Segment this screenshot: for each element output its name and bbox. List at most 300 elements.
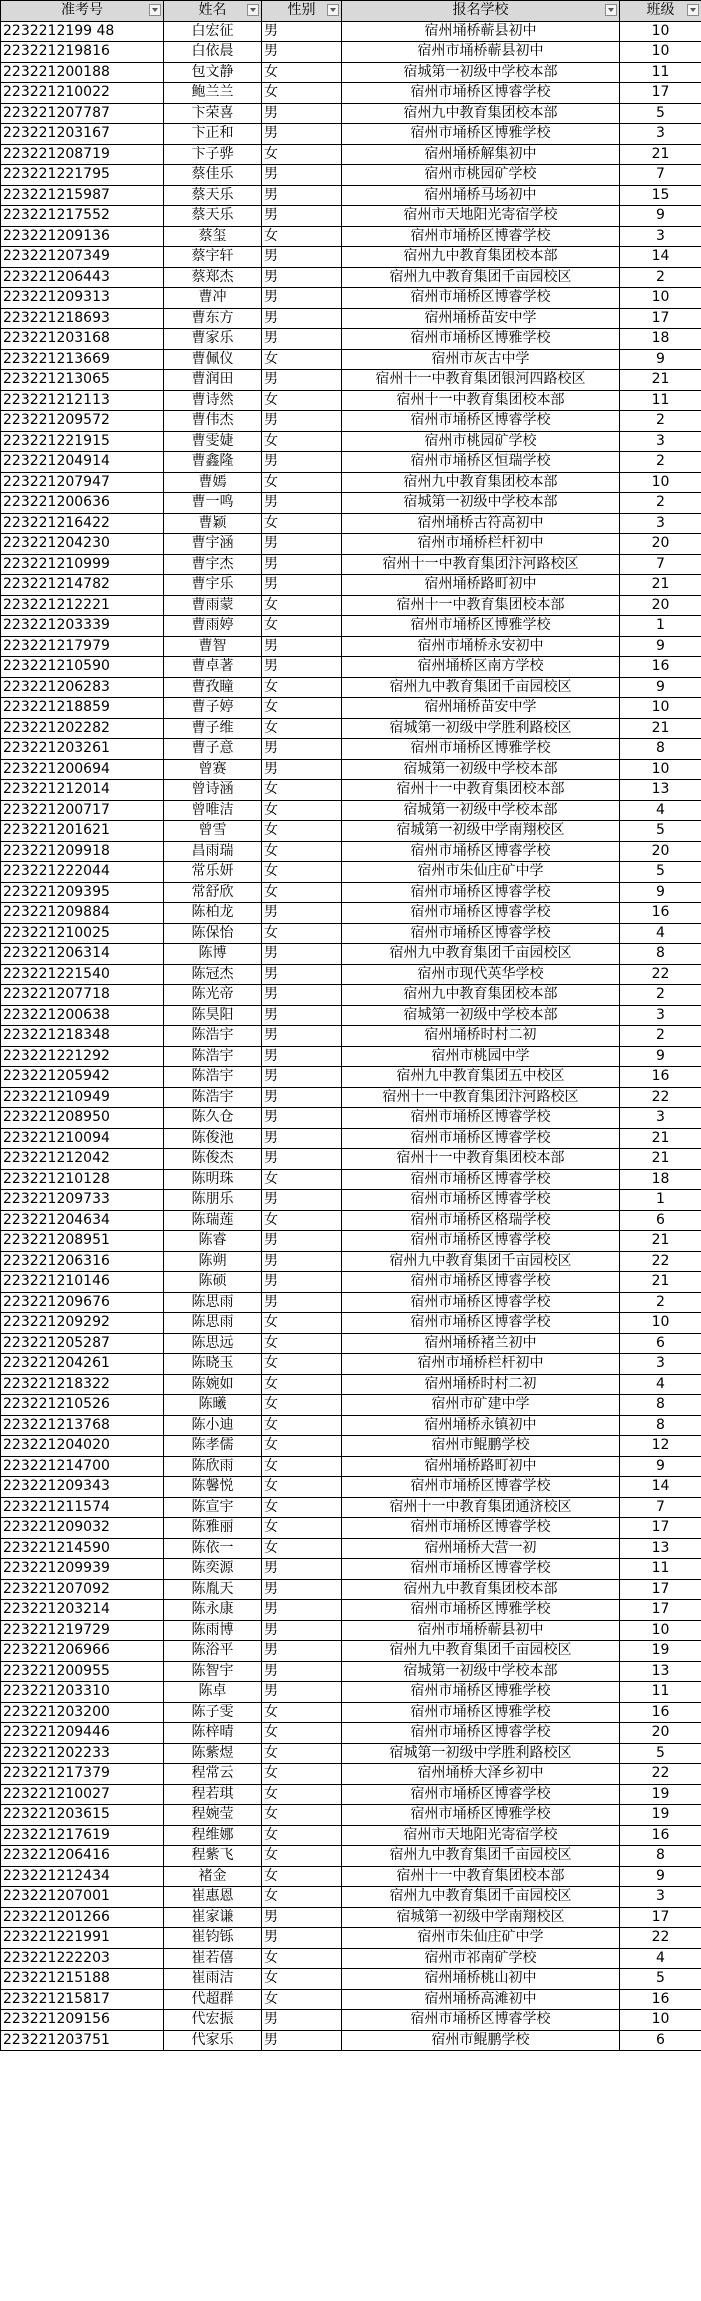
class-cell[interactable]: 5: [620, 1969, 701, 1990]
gender-cell[interactable]: 女: [262, 698, 342, 719]
exam-id-cell[interactable]: 223221218322: [1, 1374, 164, 1395]
exam-id-cell[interactable]: 223221204020: [1, 1436, 164, 1457]
class-cell[interactable]: 20: [620, 1723, 701, 1744]
exam-id-cell[interactable]: 223221200638: [1, 1005, 164, 1026]
exam-id-cell[interactable]: 223221221915: [1, 431, 164, 452]
school-cell[interactable]: 宿州市埇桥区博睿学校: [342, 1518, 620, 1539]
name-cell[interactable]: 卞子骅: [164, 144, 262, 165]
exam-id-cell[interactable]: 223221210094: [1, 1128, 164, 1149]
gender-cell[interactable]: 女: [262, 1169, 342, 1190]
exam-id-cell[interactable]: 223221215817: [1, 1989, 164, 2010]
name-cell[interactable]: 代家乐: [164, 2030, 262, 2051]
school-cell[interactable]: 宿州市鲲鹏学校: [342, 2030, 620, 2051]
school-cell[interactable]: 宿州市埇桥区博雅学校: [342, 1702, 620, 1723]
school-cell[interactable]: 宿州市桃园矿学校: [342, 431, 620, 452]
name-cell[interactable]: 陈昊阳: [164, 1005, 262, 1026]
gender-cell[interactable]: 女: [262, 1210, 342, 1231]
class-cell[interactable]: 21: [620, 370, 701, 391]
exam-id-cell[interactable]: 223221222203: [1, 1948, 164, 1969]
gender-cell[interactable]: 男: [262, 1251, 342, 1272]
exam-id-cell[interactable]: 223221221292: [1, 1046, 164, 1067]
school-cell[interactable]: 宿州十一中教育集团校本部: [342, 1149, 620, 1170]
exam-id-cell[interactable]: 223221206416: [1, 1846, 164, 1867]
gender-cell[interactable]: 女: [262, 431, 342, 452]
gender-cell[interactable]: 女: [262, 1784, 342, 1805]
name-cell[interactable]: 陈俊池: [164, 1128, 262, 1149]
exam-id-cell[interactable]: 223221203310: [1, 1682, 164, 1703]
class-cell[interactable]: 22: [620, 964, 701, 985]
gender-cell[interactable]: 女: [262, 1948, 342, 1969]
gender-cell[interactable]: 女: [262, 226, 342, 247]
school-cell[interactable]: 宿州埇桥时村二初: [342, 1374, 620, 1395]
exam-id-cell[interactable]: 223221222044: [1, 862, 164, 883]
school-cell[interactable]: 宿州市桃园中学: [342, 1046, 620, 1067]
class-cell[interactable]: 2: [620, 267, 701, 288]
exam-id-cell[interactable]: 223221204914: [1, 452, 164, 473]
exam-id-cell[interactable]: 223221210526: [1, 1395, 164, 1416]
school-cell[interactable]: 宿州埇桥路町初中: [342, 575, 620, 596]
exam-id-cell[interactable]: 223221207947: [1, 472, 164, 493]
class-cell[interactable]: 20: [620, 841, 701, 862]
gender-cell[interactable]: 女: [262, 1846, 342, 1867]
gender-cell[interactable]: 男: [262, 944, 342, 965]
class-cell[interactable]: 21: [620, 718, 701, 739]
school-cell[interactable]: 宿城第一初级中学胜利路校区: [342, 1743, 620, 1764]
class-cell[interactable]: 17: [620, 1579, 701, 1600]
name-cell[interactable]: 陈硕: [164, 1272, 262, 1293]
class-cell[interactable]: 10: [620, 698, 701, 719]
class-cell[interactable]: 22: [620, 1251, 701, 1272]
class-cell[interactable]: 14: [620, 247, 701, 268]
gender-cell[interactable]: 男: [262, 42, 342, 63]
exam-id-cell[interactable]: 223221212221: [1, 595, 164, 616]
school-cell[interactable]: 宿城第一初级中学南翔校区: [342, 821, 620, 842]
gender-cell[interactable]: 男: [262, 1190, 342, 1211]
gender-cell[interactable]: 男: [262, 1108, 342, 1129]
class-cell[interactable]: 3: [620, 431, 701, 452]
exam-id-cell[interactable]: 223221216422: [1, 513, 164, 534]
exam-id-cell[interactable]: 223221207718: [1, 985, 164, 1006]
school-cell[interactable]: 宿州市埇桥区博睿学校: [342, 1559, 620, 1580]
name-cell[interactable]: 陈智宇: [164, 1661, 262, 1682]
name-cell[interactable]: 陈冠杰: [164, 964, 262, 985]
exam-id-cell[interactable]: 223221206316: [1, 1251, 164, 1272]
school-cell[interactable]: 宿州埇桥苗安中学: [342, 698, 620, 719]
class-cell[interactable]: 16: [620, 1702, 701, 1723]
school-cell[interactable]: 宿州市矿建中学: [342, 1395, 620, 1416]
exam-id-cell[interactable]: 223221210025: [1, 923, 164, 944]
class-cell[interactable]: 3: [620, 1887, 701, 1908]
class-cell[interactable]: 10: [620, 472, 701, 493]
name-cell[interactable]: 陈胤天: [164, 1579, 262, 1600]
school-cell[interactable]: 宿州十一中教育集团银河四路校区: [342, 370, 620, 391]
school-cell[interactable]: 宿州九中教育集团千亩园校区: [342, 1887, 620, 1908]
exam-id-cell[interactable]: 223221203261: [1, 739, 164, 760]
class-cell[interactable]: 11: [620, 390, 701, 411]
gender-cell[interactable]: 男: [262, 103, 342, 124]
gender-cell[interactable]: 女: [262, 1477, 342, 1498]
exam-id-cell[interactable]: 223221217619: [1, 1825, 164, 1846]
exam-id-cell[interactable]: 223221215188: [1, 1969, 164, 1990]
class-cell[interactable]: 22: [620, 1928, 701, 1949]
gender-cell[interactable]: 女: [262, 882, 342, 903]
gender-cell[interactable]: 男: [262, 2030, 342, 2051]
gender-cell[interactable]: 女: [262, 1395, 342, 1416]
school-cell[interactable]: 宿州埇桥马场初中: [342, 185, 620, 206]
school-cell[interactable]: 宿城第一初级中学校本部: [342, 493, 620, 514]
class-cell[interactable]: 9: [620, 677, 701, 698]
name-cell[interactable]: 曾雪: [164, 821, 262, 842]
name-cell[interactable]: 曾赛: [164, 759, 262, 780]
gender-cell[interactable]: 男: [262, 370, 342, 391]
filter-dropdown-icon[interactable]: [327, 4, 339, 16]
exam-id-cell[interactable]: 223221209156: [1, 2010, 164, 2031]
exam-id-cell[interactable]: 223221200694: [1, 759, 164, 780]
name-cell[interactable]: 曾诗涵: [164, 780, 262, 801]
school-cell[interactable]: 宿州九中教育集团校本部: [342, 985, 620, 1006]
school-cell[interactable]: 宿州十一中教育集团汴河路校区: [342, 554, 620, 575]
name-cell[interactable]: 陈瑞莲: [164, 1210, 262, 1231]
name-cell[interactable]: 曹子婷: [164, 698, 262, 719]
class-cell[interactable]: 3: [620, 124, 701, 145]
exam-id-cell[interactable]: 223221221991: [1, 1928, 164, 1949]
name-cell[interactable]: 陈馨悦: [164, 1477, 262, 1498]
school-cell[interactable]: 宿州市埇桥永安初中: [342, 636, 620, 657]
exam-id-cell[interactable]: 223221201621: [1, 821, 164, 842]
exam-id-cell[interactable]: 223221207349: [1, 247, 164, 268]
gender-cell[interactable]: 女: [262, 1723, 342, 1744]
exam-id-cell[interactable]: 223221207092: [1, 1579, 164, 1600]
class-cell[interactable]: 6: [620, 1210, 701, 1231]
exam-id-cell[interactable]: 223221218859: [1, 698, 164, 719]
school-cell[interactable]: 宿州十一中教育集团汴河路校区: [342, 1087, 620, 1108]
exam-id-cell[interactable]: 223221214782: [1, 575, 164, 596]
name-cell[interactable]: 曹宇涵: [164, 534, 262, 555]
name-cell[interactable]: 蔡佳乐: [164, 165, 262, 186]
school-cell[interactable]: 宿州市埇桥区博睿学校: [342, 1169, 620, 1190]
gender-cell[interactable]: 男: [262, 1559, 342, 1580]
gender-cell[interactable]: 男: [262, 2010, 342, 2031]
name-cell[interactable]: 陈浩宇: [164, 1026, 262, 1047]
school-cell[interactable]: 宿州市天地阳光寄宿学校: [342, 206, 620, 227]
gender-cell[interactable]: 女: [262, 1354, 342, 1375]
exam-id-cell[interactable]: 223221212434: [1, 1866, 164, 1887]
school-cell[interactable]: 宿州十一中教育集团校本部: [342, 1866, 620, 1887]
name-cell[interactable]: 曹佩仪: [164, 349, 262, 370]
class-cell[interactable]: 5: [620, 862, 701, 883]
gender-cell[interactable]: 男: [262, 903, 342, 924]
school-cell[interactable]: 宿州九中教育集团校本部: [342, 103, 620, 124]
gender-cell[interactable]: 女: [262, 616, 342, 637]
school-cell[interactable]: 宿州市鲲鹏学校: [342, 1436, 620, 1457]
exam-id-cell[interactable]: 223221209884: [1, 903, 164, 924]
school-cell[interactable]: 宿州埇桥路町初中: [342, 1456, 620, 1477]
school-cell[interactable]: 宿州市祁南矿学校: [342, 1948, 620, 1969]
school-cell[interactable]: 宿州市埇桥区格瑞学校: [342, 1210, 620, 1231]
class-cell[interactable]: 21: [620, 1272, 701, 1293]
class-cell[interactable]: 21: [620, 144, 701, 165]
gender-cell[interactable]: 男: [262, 1907, 342, 1928]
school-cell[interactable]: 宿城第一初级中学南翔校区: [342, 1907, 620, 1928]
exam-id-cell[interactable]: 223221209733: [1, 1190, 164, 1211]
school-cell[interactable]: 宿州九中教育集团千亩园校区: [342, 1251, 620, 1272]
gender-cell[interactable]: 男: [262, 493, 342, 514]
school-cell[interactable]: 宿州九中教育集团千亩园校区: [342, 267, 620, 288]
exam-id-cell[interactable]: 223221203615: [1, 1805, 164, 1826]
class-cell[interactable]: 16: [620, 903, 701, 924]
gender-cell[interactable]: 男: [262, 1026, 342, 1047]
name-cell[interactable]: 陈卓: [164, 1682, 262, 1703]
exam-id-cell[interactable]: 223221210999: [1, 554, 164, 575]
name-cell[interactable]: 陈博: [164, 944, 262, 965]
class-cell[interactable]: 6: [620, 2030, 701, 2051]
name-cell[interactable]: 陈朋乐: [164, 1190, 262, 1211]
gender-cell[interactable]: 女: [262, 718, 342, 739]
name-cell[interactable]: 曹雨婷: [164, 616, 262, 637]
exam-id-cell[interactable]: 223221204261: [1, 1354, 164, 1375]
exam-id-cell[interactable]: 223221214590: [1, 1538, 164, 1559]
class-cell[interactable]: 16: [620, 1825, 701, 1846]
gender-cell[interactable]: 男: [262, 1661, 342, 1682]
class-cell[interactable]: 16: [620, 657, 701, 678]
exam-id-cell[interactable]: 223221209343: [1, 1477, 164, 1498]
school-cell[interactable]: 宿州市埇桥栏杆初中: [342, 534, 620, 555]
class-cell[interactable]: 6: [620, 1333, 701, 1354]
class-cell[interactable]: 20: [620, 595, 701, 616]
gender-cell[interactable]: 男: [262, 554, 342, 575]
gender-cell[interactable]: 女: [262, 800, 342, 821]
name-cell[interactable]: 陈浩宇: [164, 1067, 262, 1088]
gender-cell[interactable]: 女: [262, 1825, 342, 1846]
school-cell[interactable]: 宿州市朱仙庄矿中学: [342, 1928, 620, 1949]
exam-id-cell[interactable]: 223221205942: [1, 1067, 164, 1088]
name-cell[interactable]: 曹雨蒙: [164, 595, 262, 616]
exam-id-cell[interactable]: 223221213768: [1, 1415, 164, 1436]
class-cell[interactable]: 2: [620, 411, 701, 432]
exam-id-cell[interactable]: 223221217379: [1, 1764, 164, 1785]
class-cell[interactable]: 21: [620, 575, 701, 596]
school-cell[interactable]: 宿州市埇桥区博睿学校: [342, 1128, 620, 1149]
gender-cell[interactable]: 女: [262, 841, 342, 862]
gender-cell[interactable]: 男: [262, 1292, 342, 1313]
gender-cell[interactable]: 女: [262, 83, 342, 104]
exam-id-cell[interactable]: 223221209136: [1, 226, 164, 247]
gender-cell[interactable]: 男: [262, 1600, 342, 1621]
gender-cell[interactable]: 男: [262, 124, 342, 145]
gender-cell[interactable]: 男: [262, 636, 342, 657]
name-cell[interactable]: 崔若僖: [164, 1948, 262, 1969]
name-cell[interactable]: 程紫飞: [164, 1846, 262, 1867]
school-cell[interactable]: 宿州九中教育集团千亩园校区: [342, 677, 620, 698]
exam-id-cell[interactable]: 223221213669: [1, 349, 164, 370]
class-cell[interactable]: 10: [620, 288, 701, 309]
name-cell[interactable]: 崔雨洁: [164, 1969, 262, 1990]
school-cell[interactable]: 宿州市埇桥区恒瑞学校: [342, 452, 620, 473]
exam-id-cell[interactable]: 223221206314: [1, 944, 164, 965]
gender-cell[interactable]: 女: [262, 1887, 342, 1908]
gender-cell[interactable]: 女: [262, 349, 342, 370]
name-cell[interactable]: 蔡宇轩: [164, 247, 262, 268]
school-cell[interactable]: 宿州十一中教育集团校本部: [342, 780, 620, 801]
school-cell[interactable]: 宿州十一中教育集团校本部: [342, 595, 620, 616]
class-cell[interactable]: 16: [620, 1067, 701, 1088]
name-cell[interactable]: 陈雨博: [164, 1620, 262, 1641]
school-cell[interactable]: 宿州市天地阳光寄宿学校: [342, 1825, 620, 1846]
exam-id-cell[interactable]: 223221218693: [1, 308, 164, 329]
class-cell[interactable]: 2: [620, 493, 701, 514]
name-cell[interactable]: 卞正和: [164, 124, 262, 145]
school-cell[interactable]: 宿州十一中教育集团校本部: [342, 390, 620, 411]
school-cell[interactable]: 宿州市埇桥区博雅学校: [342, 616, 620, 637]
gender-cell[interactable]: 男: [262, 1928, 342, 1949]
name-cell[interactable]: 代宏振: [164, 2010, 262, 2031]
gender-cell[interactable]: 女: [262, 1538, 342, 1559]
name-cell[interactable]: 曹孜瞳: [164, 677, 262, 698]
name-cell[interactable]: 陈子雯: [164, 1702, 262, 1723]
name-cell[interactable]: 曹雯婕: [164, 431, 262, 452]
exam-id-cell[interactable]: 223221219816: [1, 42, 164, 63]
class-cell[interactable]: 18: [620, 329, 701, 350]
exam-id-cell[interactable]: 223221212042: [1, 1149, 164, 1170]
name-cell[interactable]: 程若琪: [164, 1784, 262, 1805]
gender-cell[interactable]: 女: [262, 1333, 342, 1354]
exam-id-cell[interactable]: 223221218348: [1, 1026, 164, 1047]
school-cell[interactable]: 宿州九中教育集团千亩园校区: [342, 944, 620, 965]
name-cell[interactable]: 曹东方: [164, 308, 262, 329]
exam-id-cell[interactable]: 223221203168: [1, 329, 164, 350]
name-cell[interactable]: 陈婉如: [164, 1374, 262, 1395]
name-cell[interactable]: 陈思雨: [164, 1292, 262, 1313]
name-cell[interactable]: 蔡天乐: [164, 185, 262, 206]
exam-id-cell[interactable]: 223221203167: [1, 124, 164, 145]
class-cell[interactable]: 21: [620, 1149, 701, 1170]
gender-cell[interactable]: 女: [262, 862, 342, 883]
gender-cell[interactable]: 女: [262, 1415, 342, 1436]
class-cell[interactable]: 2: [620, 1292, 701, 1313]
exam-id-cell[interactable]: 223221209572: [1, 411, 164, 432]
gender-cell[interactable]: 女: [262, 390, 342, 411]
class-cell[interactable]: 10: [620, 1313, 701, 1334]
class-cell[interactable]: 9: [620, 206, 701, 227]
exam-id-cell[interactable]: 223221217552: [1, 206, 164, 227]
name-cell[interactable]: 曹伟杰: [164, 411, 262, 432]
school-cell[interactable]: 宿州埇桥苗安中学: [342, 308, 620, 329]
class-cell[interactable]: 9: [620, 1456, 701, 1477]
class-cell[interactable]: 10: [620, 42, 701, 63]
class-cell[interactable]: 10: [620, 759, 701, 780]
school-cell[interactable]: 宿城第一初级中学校本部: [342, 1661, 620, 1682]
name-cell[interactable]: 陈思雨: [164, 1313, 262, 1334]
school-cell[interactable]: 宿州市埇桥区博睿学校: [342, 1477, 620, 1498]
school-cell[interactable]: 宿州埇桥时村二初: [342, 1026, 620, 1047]
school-cell[interactable]: 宿州市埇桥区博雅学校: [342, 124, 620, 145]
class-cell[interactable]: 8: [620, 1846, 701, 1867]
name-cell[interactable]: 曹子意: [164, 739, 262, 760]
gender-cell[interactable]: 男: [262, 308, 342, 329]
exam-id-cell[interactable]: 223221200717: [1, 800, 164, 821]
school-cell[interactable]: 宿州市埇桥区博雅学校: [342, 329, 620, 350]
exam-id-cell[interactable]: 223221207787: [1, 103, 164, 124]
exam-id-cell[interactable]: 223221202233: [1, 1743, 164, 1764]
class-cell[interactable]: 8: [620, 1395, 701, 1416]
name-cell[interactable]: 曹颖: [164, 513, 262, 534]
school-cell[interactable]: 宿州市埇桥区博睿学校: [342, 841, 620, 862]
gender-cell[interactable]: 女: [262, 1989, 342, 2010]
name-cell[interactable]: 陈光帝: [164, 985, 262, 1006]
gender-cell[interactable]: 男: [262, 575, 342, 596]
class-cell[interactable]: 7: [620, 165, 701, 186]
name-cell[interactable]: 陈朔: [164, 1251, 262, 1272]
name-cell[interactable]: 陈欣雨: [164, 1456, 262, 1477]
class-cell[interactable]: 19: [620, 1784, 701, 1805]
exam-id-cell[interactable]: 223221210022: [1, 83, 164, 104]
gender-cell[interactable]: 男: [262, 1149, 342, 1170]
class-cell[interactable]: 11: [620, 62, 701, 83]
name-cell[interactable]: 陈永康: [164, 1600, 262, 1621]
school-cell[interactable]: 宿州市埇桥区博睿学校: [342, 226, 620, 247]
school-cell[interactable]: 宿州市埇桥区博睿学校: [342, 1272, 620, 1293]
filter-dropdown-icon[interactable]: [687, 4, 699, 16]
gender-cell[interactable]: 男: [262, 1579, 342, 1600]
gender-cell[interactable]: 女: [262, 1313, 342, 1334]
gender-cell[interactable]: 男: [262, 185, 342, 206]
exam-id-cell[interactable]: 223221205287: [1, 1333, 164, 1354]
class-cell[interactable]: 8: [620, 739, 701, 760]
class-cell[interactable]: 16: [620, 1989, 701, 2010]
gender-cell[interactable]: 女: [262, 595, 342, 616]
exam-id-cell[interactable]: 223221208719: [1, 144, 164, 165]
school-cell[interactable]: 宿州埇桥蕲县初中: [342, 21, 620, 42]
name-cell[interactable]: 陈孝儒: [164, 1436, 262, 1457]
class-cell[interactable]: 9: [620, 636, 701, 657]
name-cell[interactable]: 陈浴平: [164, 1641, 262, 1662]
exam-id-cell[interactable]: 223221214700: [1, 1456, 164, 1477]
class-cell[interactable]: 4: [620, 800, 701, 821]
gender-cell[interactable]: 男: [262, 1682, 342, 1703]
class-cell[interactable]: 14: [620, 1477, 701, 1498]
gender-cell[interactable]: 男: [262, 1272, 342, 1293]
exam-id-cell[interactable]: 223221221540: [1, 964, 164, 985]
gender-cell[interactable]: 女: [262, 144, 342, 165]
gender-cell[interactable]: 女: [262, 1764, 342, 1785]
name-cell[interactable]: 陈依一: [164, 1538, 262, 1559]
name-cell[interactable]: 陈奕源: [164, 1559, 262, 1580]
school-cell[interactable]: 宿州九中教育集团五中校区: [342, 1067, 620, 1088]
name-cell[interactable]: 常舒欣: [164, 882, 262, 903]
school-cell[interactable]: 宿州市埇桥区博睿学校: [342, 2010, 620, 2031]
school-cell[interactable]: 宿州市埇桥区博睿学校: [342, 923, 620, 944]
exam-id-cell[interactable]: 223221204230: [1, 534, 164, 555]
name-cell[interactable]: 白依晨: [164, 42, 262, 63]
exam-id-cell[interactable]: 223221210590: [1, 657, 164, 678]
class-cell[interactable]: 11: [620, 1682, 701, 1703]
school-cell[interactable]: 宿州九中教育集团校本部: [342, 1579, 620, 1600]
class-cell[interactable]: 20: [620, 534, 701, 555]
class-cell[interactable]: 19: [620, 1805, 701, 1826]
exam-id-cell[interactable]: 223221209395: [1, 882, 164, 903]
exam-id-cell[interactable]: 2232212199 48: [1, 21, 164, 42]
name-cell[interactable]: 陈明珠: [164, 1169, 262, 1190]
name-cell[interactable]: 曹宇乐: [164, 575, 262, 596]
school-cell[interactable]: 宿州埇桥高滩初中: [342, 1989, 620, 2010]
class-cell[interactable]: 3: [620, 513, 701, 534]
class-cell[interactable]: 22: [620, 1764, 701, 1785]
exam-id-cell[interactable]: 223221206283: [1, 677, 164, 698]
school-cell[interactable]: 宿州市埇桥区博雅学校: [342, 739, 620, 760]
class-cell[interactable]: 10: [620, 2010, 701, 2031]
exam-id-cell[interactable]: 223221215987: [1, 185, 164, 206]
name-cell[interactable]: 程婉莹: [164, 1805, 262, 1826]
